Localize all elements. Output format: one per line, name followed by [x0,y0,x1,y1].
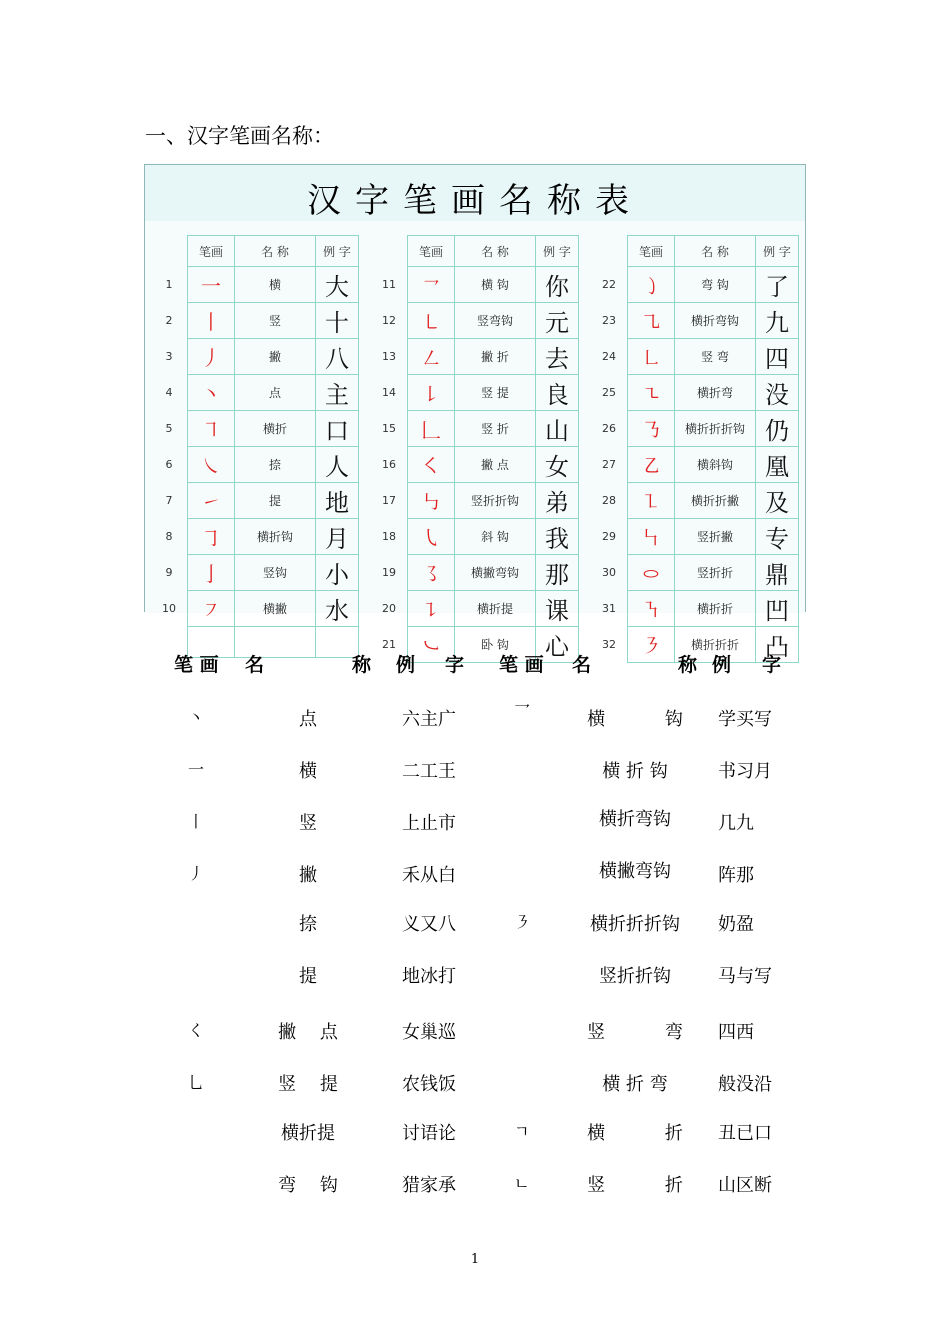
example-char: 心 [536,627,579,663]
stroke-symbol: 丨 [188,303,235,339]
example-chars-left: 地冰打 [402,966,456,987]
stroke-symbol: 丶 [188,375,235,411]
chart-row [371,447,579,483]
stroke-name-left: 提 [299,966,317,987]
stroke-name: 竖折折 [675,555,756,591]
chart-row [151,375,359,411]
stroke-number: 29 [602,530,616,543]
stroke-name: 竖 [235,303,316,339]
example-char: 鼎 [756,555,799,591]
header-example-right-1: 例 [712,654,732,676]
chart-column-header: 例 字 [316,236,359,267]
stroke-number: 27 [602,458,616,471]
example-char: 你 [536,267,579,303]
example-char: 弟 [536,483,579,519]
stroke-symbol: ㇜ [408,339,455,375]
example-char: 大 [316,267,359,303]
chart-header-blank [371,236,408,267]
example-char: 课 [536,591,579,627]
example-chars-left: 女巢巡 [402,1022,456,1043]
stroke-name: 横折弯 [675,375,756,411]
stroke-number: 26 [602,422,616,435]
stroke-name: 横折弯钩 [675,303,756,339]
chart-row [591,591,799,627]
stroke-name-left: 捺 [299,914,317,935]
stroke-name-left: 横 [299,761,317,782]
example-char: 主 [316,375,359,411]
example-char: 没 [756,375,799,411]
chart-column-header: 例 字 [536,236,579,267]
chart-table-col1 [151,235,359,658]
stroke-name-right: 横 折 [587,1123,683,1144]
stroke-symbol-left: く [188,1021,205,1040]
chart-column-header: 笔画 [628,236,675,267]
example-char: 了 [756,267,799,303]
example-chars-left: 讨语论 [402,1123,456,1144]
stroke-number: 32 [602,638,616,651]
chart-table-col3 [591,235,799,663]
chart-row [371,519,579,555]
example-chars-right: 丑已口 [718,1123,772,1144]
stroke-name-right: 竖 折 [587,1175,683,1196]
stroke-name: 竖 折 [455,411,536,447]
stroke-symbol: ㇙ [408,375,455,411]
header-name-left-1: 名 [245,654,265,676]
stroke-name: 横折提 [455,591,536,627]
example-chars-left: 禾从白 [402,865,456,886]
stroke-name: 撇 折 [455,339,536,375]
stroke-name: 捺 [235,447,316,483]
example-char: 良 [536,375,579,411]
stroke-number: 28 [602,494,616,507]
example-char: 八 [316,339,359,375]
stroke-number: 16 [382,458,396,471]
stroke-number: 19 [382,566,396,579]
stroke-number: 2 [165,314,173,327]
stroke-name-right: 横折折折钩 [590,914,680,935]
stroke-number: 15 [382,422,396,435]
chart-row [591,411,799,447]
chart-row [151,303,359,339]
stroke-name: 竖钩 [235,555,316,591]
example-char: 女 [536,447,579,483]
stroke-symbol: ㇖ [408,267,455,303]
example-char: 月 [316,519,359,555]
example-chars-right: 几九 [718,813,754,834]
stroke-number: 5 [165,422,173,435]
header-example-right-2: 字 [762,654,782,676]
stroke-name-left: 撇 点 [278,1022,338,1043]
stroke-name-right: 竖 弯 [587,1022,683,1043]
stroke-number: 31 [602,602,616,615]
chart-row [591,447,799,483]
stroke-number: 8 [165,530,173,543]
example-char: 仍 [756,411,799,447]
header-example-left-1: 例 [396,654,416,676]
chart-row [591,375,799,411]
example-chars-left: 猎家承 [402,1175,456,1196]
example-char: 专 [756,519,799,555]
header-name-right-2: 称 [678,654,698,676]
chart-row [591,303,799,339]
stroke-name-chart-image [144,164,806,661]
chart-column-header: 例 字 [756,236,799,267]
stroke-number: 18 [382,530,396,543]
chart-row [591,519,799,555]
stroke-name-left: 点 [299,709,317,730]
stroke-symbol: 亅 [188,555,235,591]
stroke-number: 7 [165,494,173,507]
stroke-number: 20 [382,602,396,615]
stroke-symbol: ㇉ [408,483,455,519]
stroke-name-left: 竖 [299,813,317,834]
stroke-name: 横折折撇 [675,483,756,519]
stroke-symbol: ㇣ [628,555,675,591]
stroke-number: 6 [165,458,173,471]
stroke-symbol: ㇗ [628,339,675,375]
stroke-name: 竖 弯 [675,339,756,375]
example-char: 四 [756,339,799,375]
stroke-symbol: 𠃊 [408,411,455,447]
stroke-name: 斜 钩 [455,519,536,555]
example-chars-left: 二工王 [402,761,456,782]
stroke-symbol: ㇃ [408,627,455,663]
chart-column-header: 名 称 [455,236,536,267]
stroke-name: 横折钩 [235,519,316,555]
page-number: 1 [470,1252,480,1267]
stroke-symbol: ㇇ [188,591,235,627]
stroke-number: 10 [162,602,176,615]
stroke-name: 横斜钩 [675,447,756,483]
header-stroke-right: 笔 画 [499,654,544,676]
chart-column-header: 名 称 [675,236,756,267]
chart-row [371,303,579,339]
chart-row [591,339,799,375]
stroke-symbol: ㇋ [628,627,675,663]
example-char: 凰 [756,447,799,483]
example-chars-right: 阵那 [718,865,754,886]
example-char: 及 [756,483,799,519]
stroke-symbol: ㇏ [188,447,235,483]
stroke-number: 13 [382,350,396,363]
example-chars-right: 学买写 [718,709,772,730]
example-char: 水 [316,591,359,627]
stroke-symbol-right: ㄴ [514,1174,530,1193]
stroke-number: 9 [165,566,173,579]
example-chars-right: 书习月 [718,761,772,782]
stroke-name-right: 横 钩 [587,709,683,730]
chart-row [371,411,579,447]
example-char: 元 [536,303,579,339]
stroke-symbol: ㇈ [628,303,675,339]
chart-header-blank [591,236,628,267]
header-example-left-2: 字 [445,654,465,676]
stroke-name: 卧 钩 [455,627,536,663]
stroke-symbol: ㇁ [628,267,675,303]
stroke-symbol: ㇄ [408,303,455,339]
chart-row [151,555,359,591]
stroke-symbol: ㇀ [188,483,235,519]
stroke-name: 横撇 [235,591,316,627]
stroke-name: 撇 [235,339,316,375]
example-chars-right: 四西 [718,1022,754,1043]
stroke-number: 17 [382,494,396,507]
chart-row [591,267,799,303]
stroke-name-right: 竖折折钩 [599,966,671,987]
stroke-symbol-left: 一 [188,760,205,779]
stroke-number: 3 [165,350,173,363]
example-char: 那 [536,555,579,591]
header-name-left-2: 称 [352,654,372,676]
stroke-symbol: ㇆ [188,519,235,555]
stroke-name: 竖折撇 [675,519,756,555]
chart-row [151,339,359,375]
chart-row [591,483,799,519]
example-chars-right: 山区断 [718,1175,772,1196]
stroke-symbol: ㇠ [628,447,675,483]
stroke-name: 横撇弯钩 [455,555,536,591]
stroke-symbol: ㇂ [408,519,455,555]
chart-row [371,339,579,375]
chart-row [591,555,799,591]
stroke-name-left: 弯 钩 [278,1175,338,1196]
chart-row [371,483,579,519]
stroke-symbol: ㇅ [628,483,675,519]
stroke-symbol-left: 丶 [188,708,205,727]
stroke-name: 竖 提 [455,375,536,411]
chart-row [371,375,579,411]
stroke-number: 12 [382,314,396,327]
stroke-symbol: ㇛ [408,447,455,483]
example-chars-right: 马与写 [718,966,772,987]
stroke-number: 1 [165,278,173,291]
stroke-name: 竖折折钩 [455,483,536,519]
stroke-number: 23 [602,314,616,327]
stroke-number: 22 [602,278,616,291]
example-chars-left: 六主广 [402,709,456,730]
stroke-symbol: ㇡ [628,411,675,447]
stroke-name: 横折 [235,411,316,447]
chart-row [371,267,579,303]
stroke-name: 横折折折钩 [675,411,756,447]
example-chars-left: 上止市 [402,813,456,834]
chart-column-header: 笔画 [408,236,455,267]
example-char: 小 [316,555,359,591]
example-char: 我 [536,519,579,555]
stroke-symbol-right: 乛 [514,702,531,721]
chart-row [151,267,359,303]
stroke-symbol-right: ㄱ [514,1122,530,1141]
stroke-name-left: 竖 提 [278,1074,338,1095]
stroke-symbol: 一 [188,267,235,303]
stroke-number: 4 [165,386,173,399]
example-char: 十 [316,303,359,339]
chart-row [371,591,579,627]
example-chars-right: 奶盈 [718,914,754,935]
stroke-name: 横 钩 [455,267,536,303]
stroke-symbol-right: ㇋ [514,913,531,932]
stroke-symbol: ㇞ [628,519,675,555]
chart-row [151,591,359,627]
stroke-number: 21 [382,638,396,651]
section-heading: 一、汉字笔画名称： [145,124,334,148]
chart-column-header: 笔画 [188,236,235,267]
chart-header-blank [151,236,188,267]
stroke-number: 14 [382,386,396,399]
stroke-name: 横折折折 [675,627,756,663]
stroke-number: 25 [602,386,616,399]
stroke-number: 30 [602,566,616,579]
stroke-symbol: ㇍ [628,375,675,411]
example-char: 地 [316,483,359,519]
stroke-number: 11 [382,278,396,291]
stroke-name: 横折折 [675,591,756,627]
stroke-symbol: ㇕ [188,411,235,447]
stroke-symbol-left: 乚 [188,1073,205,1092]
stroke-name-right: 横撇弯钩 [599,861,671,882]
stroke-number: 24 [602,350,616,363]
example-chars-left: 义又八 [402,914,456,935]
stroke-symbol-left: 丨 [188,812,205,831]
stroke-name: 竖弯钩 [455,303,536,339]
chart-row [151,411,359,447]
example-chars-right: 般没沿 [718,1074,772,1095]
header-stroke-left: 笔 画 [174,654,219,676]
chart-row [151,483,359,519]
stroke-name: 撇 点 [455,447,536,483]
example-char: 凹 [756,591,799,627]
stroke-name-left: 撇 [299,865,317,886]
stroke-name-right: 横折弯钩 [599,809,671,830]
stroke-name: 点 [235,375,316,411]
stroke-name-left: 横折提 [281,1123,335,1144]
chart-column-header: 名 称 [235,236,316,267]
example-char: 去 [536,339,579,375]
stroke-name: 弯 钩 [675,267,756,303]
stroke-name-right: 横 折 弯 [602,1074,668,1095]
stroke-name: 横 [235,267,316,303]
stroke-symbol: ㇎ [628,591,675,627]
example-char: 人 [316,447,359,483]
stroke-symbol: 丿 [188,339,235,375]
example-chars-left: 农钱饭 [402,1074,456,1095]
example-char: 口 [316,411,359,447]
chart-row [151,447,359,483]
example-char: 九 [756,303,799,339]
chart-table-col2 [371,235,579,663]
header-name-right-1: 名 [572,654,592,676]
chart-row [371,555,579,591]
stroke-symbol: ㇊ [408,591,455,627]
stroke-symbol-left: 丿 [188,864,205,883]
chart-title: 汉字笔画名称表 [307,181,643,221]
stroke-name-right: 横 折 钩 [602,761,668,782]
stroke-name: 提 [235,483,316,519]
stroke-symbol: ㇌ [408,555,455,591]
example-char: 山 [536,411,579,447]
chart-row [151,519,359,555]
example-char: 凸 [756,627,799,663]
